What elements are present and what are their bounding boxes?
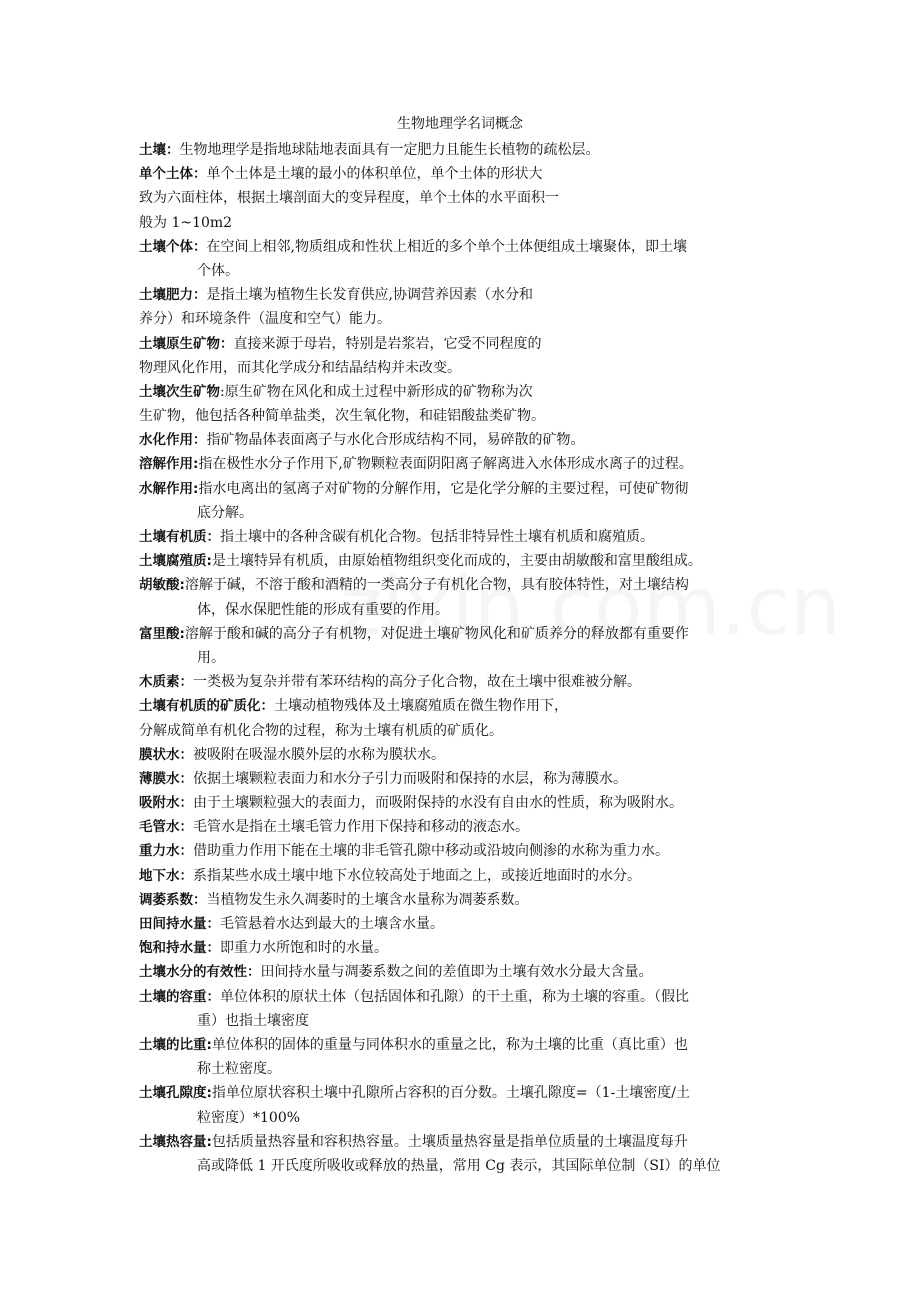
term-definition-line: [139, 670, 789, 694]
term-label: 膜状水: [139, 746, 180, 763]
definition-text: 指在极性水分子作用下,矿物颗粒表面阴阳离子解离进入水体形成水离子的过程。: [198, 456, 693, 473]
term-label: 薄膜水: [139, 770, 180, 787]
definition-text: 粒密度）*100%: [197, 1109, 301, 1126]
term-definition-line: [139, 452, 789, 476]
term-separator: ：: [220, 335, 234, 352]
term-label: 溶解作用: [139, 456, 193, 473]
term-separator: :: [206, 1036, 212, 1053]
term-separator: :: [193, 480, 199, 497]
definition-continuation-line: [139, 719, 789, 743]
term-separator: ：: [260, 698, 274, 715]
term-definition-line: [139, 622, 789, 646]
term-label: 土壤的比重: [139, 1036, 207, 1053]
term-definition-line: [139, 839, 789, 863]
term-label: 单个土体: [139, 166, 193, 183]
definition-text: 一类极为复杂并带有苯环结构的高分子化合物，故在土壤中很难被分解。: [193, 674, 641, 691]
definition-text: 土壤动植物残体及土壤腐殖质在微生物作用下，: [274, 698, 568, 715]
term-separator: ：: [206, 529, 220, 545]
definition-text: 个体。: [197, 262, 239, 279]
term-separator: ：: [179, 674, 193, 691]
definition-text: 即重力水所饱和时的水量。: [220, 940, 388, 957]
term-separator: ：: [193, 432, 207, 449]
definition-continuation-line: [139, 501, 789, 525]
term-definition-line: [139, 283, 789, 307]
definition-text: 高或降低 1 开氏度所吸收或释放的热量，常用 Cg 表示，其国际单位制（SI）的单位: [197, 1157, 721, 1174]
definition-text: 指土壤中的各种含碳有机化合物。包括非特异性土壤有机质和腐殖质。: [220, 529, 654, 545]
term-label: 毛管水: [139, 819, 180, 836]
term-definition-line: [139, 791, 789, 815]
term-label: 土壤有机质的矿质化: [139, 698, 261, 715]
definition-text: 毛管悬着水达到最大的土壤含水量。: [220, 916, 444, 932]
term-separator: ：: [179, 795, 193, 812]
term-definition-line: [139, 815, 789, 839]
term-separator: ：: [179, 819, 193, 836]
definition-continuation-line: [139, 598, 789, 622]
term-label: 土壤热容量: [139, 1133, 207, 1150]
definition-text: 生物地理学是指地球陆地表面具有一定肥力且能生长植物的疏松层。: [179, 142, 600, 158]
definition-continuation-line: [139, 404, 789, 428]
term-label: 土壤次生矿物: [139, 383, 220, 400]
definition-continuation-line: [139, 211, 789, 235]
term-separator: ：: [179, 843, 193, 860]
term-label: 土壤: [139, 142, 166, 158]
term-definition-line: [139, 767, 789, 791]
term-label: 调萎系数: [139, 891, 193, 908]
definition-text: 称土粒密度。: [197, 1061, 281, 1078]
definition-text: 用。: [197, 649, 225, 666]
term-separator: ：: [206, 988, 220, 1005]
term-label: 富里酸: [139, 625, 180, 642]
term-separator: ：: [193, 166, 207, 183]
definition-text: :原生矿物在风化和成土过程中新形成的矿物称为次: [220, 383, 533, 400]
term-separator: :: [206, 553, 212, 570]
definition-text: 生矿物，他包括各种简单盐类，次生氧化物，和硅铝酸盐类矿物。: [139, 408, 545, 425]
definition-text: 由于土壤颗粒强大的表面力，而吸附保持的水没有自由水的性质，称为吸附水。: [193, 795, 683, 812]
term-label: 饱和持水量: [139, 940, 207, 957]
term-definition-line: [139, 138, 789, 162]
definition-continuation-line: [139, 307, 789, 331]
definition-text: 指水电离出的氢离子对矿物的分解作用，它是化学分解的主要过程，可使矿物彻: [198, 480, 689, 497]
definition-text: 致为六面柱体，根据土壤剖面大的变异程度，单个土体的水平面积一: [139, 190, 559, 207]
definition-text: 重）也指土壤密度: [197, 1012, 309, 1029]
term-definition-line: [139, 888, 789, 912]
term-separator: ：: [206, 916, 220, 932]
definition-continuation-line: [139, 259, 789, 283]
term-separator: ：: [247, 964, 261, 981]
term-definition-line: [139, 960, 789, 984]
term-separator: :: [193, 456, 199, 473]
term-label: 水解作用: [139, 480, 193, 497]
definition-text: 单位体积的原状土体（包括固体和孔隙）的干土重，称为土壤的容重。（假比: [220, 988, 689, 1005]
definition-text: 是土壤特异有机质，由原始植物组织变化而成的，主要由胡敏酸和富里酸组成。: [211, 553, 702, 570]
term-label: 胡敏酸: [139, 577, 180, 594]
definition-text: 溶解于酸和碱的高分子有机物，对促进土壤矿物风化和矿质养分的释放都有重要作: [184, 625, 689, 642]
term-separator: ：: [193, 287, 207, 304]
term-separator: :: [179, 625, 185, 642]
term-label: 土壤肥力: [139, 287, 193, 304]
definition-text: 在空间上相邻,物质组成和性状上相近的多个单个土体便组成土壤聚体，即土壤: [206, 238, 687, 255]
definition-text: 物理风化作用，而其化学成分和结晶结构并未改变。: [139, 359, 461, 376]
term-label: 土壤腐殖质: [139, 553, 207, 570]
definition-continuation-line: [139, 1154, 789, 1178]
term-separator: ：: [166, 142, 180, 158]
definition-continuation-line: [139, 1057, 789, 1081]
term-label: 土壤的容重: [139, 988, 207, 1005]
term-definition-line: [139, 525, 789, 549]
definition-text: 体，保水保肥性能的形成有重要的作用。: [197, 601, 449, 618]
term-separator: ：: [193, 891, 207, 908]
definition-text: 指单位原状容积土壤中孔隙所占容积的百分数。土壤孔隙度=（1-土壤密度/土: [211, 1085, 690, 1102]
definition-text: 指矿物晶体表面离子与水化合形成结构不同，易碎散的矿物。: [206, 432, 585, 449]
term-definition-line: [139, 912, 789, 936]
term-definition-line: [139, 477, 789, 501]
definition-text: 包括质量热容量和容积热容量。土壤质量热容量是指单位质量的土壤温度每升: [211, 1133, 688, 1150]
term-definition-line: [139, 162, 789, 186]
term-definition-line: [139, 936, 789, 960]
definition-text: 田间持水量与凋萎系数之间的差值即为土壤有效水分最大含量。: [260, 964, 653, 981]
definition-text: 直接来源于母岩，特别是岩浆岩，它受不同程度的: [233, 335, 542, 352]
term-definition-line: [139, 380, 789, 404]
definition-text: 底分解。: [197, 504, 253, 521]
term-separator: ：: [179, 746, 193, 763]
definition-continuation-line: [139, 1106, 789, 1130]
term-label: 水化作用: [139, 432, 193, 449]
term-label: 重力水: [139, 843, 180, 860]
definition-text: 借助重力作用下能在土壤的非毛管孔隙中移动或沿坡向侧渗的水称为重力水。: [193, 843, 669, 860]
term-separator: :: [206, 1085, 212, 1102]
term-label: 地下水: [139, 867, 180, 884]
definition-text: 依据土壤颗粒表面力和水分子引力而吸附和保持的水层，称为薄膜水。: [193, 770, 627, 787]
definition-text: 被吸附在吸湿水膜外层的水称为膜状水。: [193, 746, 445, 763]
document-title: 生物地理学名词概念: [397, 116, 523, 132]
term-label: 土壤孔隙度: [139, 1085, 207, 1102]
term-separator: :: [179, 577, 185, 594]
term-separator: ：: [179, 867, 193, 884]
term-definition-line: [139, 743, 789, 767]
definition-text: 溶解于碱，不溶于酸和酒精的一类高分子有机化合物，具有胶体特性，对土壤结构: [184, 577, 689, 594]
definition-continuation-line: [139, 646, 789, 670]
definition-text: 养分）和环境条件（温度和空气）能力。: [139, 311, 391, 328]
term-separator: ：: [179, 770, 193, 787]
term-definition-line: [139, 1130, 789, 1154]
definition-text: 单个土体是土壤的最小的体积单位，单个土体的形状大: [206, 166, 543, 183]
term-label: 土壤水分的有效性: [139, 964, 247, 981]
definition-text: 系指某些水成土壤中地下水位较高处于地面之上，或接近地面时的水分。: [193, 867, 641, 884]
term-definition-line: [139, 1081, 789, 1105]
definition-text: 单位体积的固体的重量与同体积水的重量之比，称为土壤的比重（真比重）也: [211, 1036, 688, 1053]
term-definition-line: [139, 573, 789, 597]
term-definition-line: [139, 235, 789, 259]
term-definition-line: [139, 864, 789, 888]
term-definition-line: [139, 332, 789, 356]
term-definition-line: [139, 1033, 789, 1057]
term-label: 木质素: [139, 674, 180, 691]
definition-text: 毛管水是指在土壤毛管力作用下保持和移动的液态水。: [193, 819, 529, 836]
definition-text: 是指土壤为植物生长发育供应,协调营养因素（水分和: [206, 287, 533, 304]
term-label: 田间持水量: [139, 916, 207, 932]
term-definition-line: [139, 694, 789, 718]
definition-continuation-line: [139, 356, 789, 380]
definition-continuation-line: [139, 186, 789, 210]
term-label: 土壤个体: [139, 238, 193, 255]
definition-text: 分解成简单有机化合物的过程，称为土壤有机质的矿质化。: [139, 722, 503, 739]
term-label: 吸附水: [139, 795, 180, 812]
term-definition-line: [139, 549, 789, 573]
definition-text: 当植物发生永久凋萎时的土壤含水量称为凋萎系数。: [206, 891, 529, 908]
term-separator: ：: [193, 238, 207, 255]
term-separator: :: [206, 1133, 212, 1150]
definition-continuation-line: [139, 1009, 789, 1033]
term-label: 土壤有机质: [139, 529, 207, 545]
term-definition-line: [139, 428, 789, 452]
definition-text: 般为 1~10m2: [139, 214, 233, 231]
document-body: [139, 138, 789, 1178]
term-separator: ：: [206, 940, 220, 957]
term-definition-line: [139, 985, 789, 1009]
term-label: 土壤原生矿物: [139, 335, 220, 352]
